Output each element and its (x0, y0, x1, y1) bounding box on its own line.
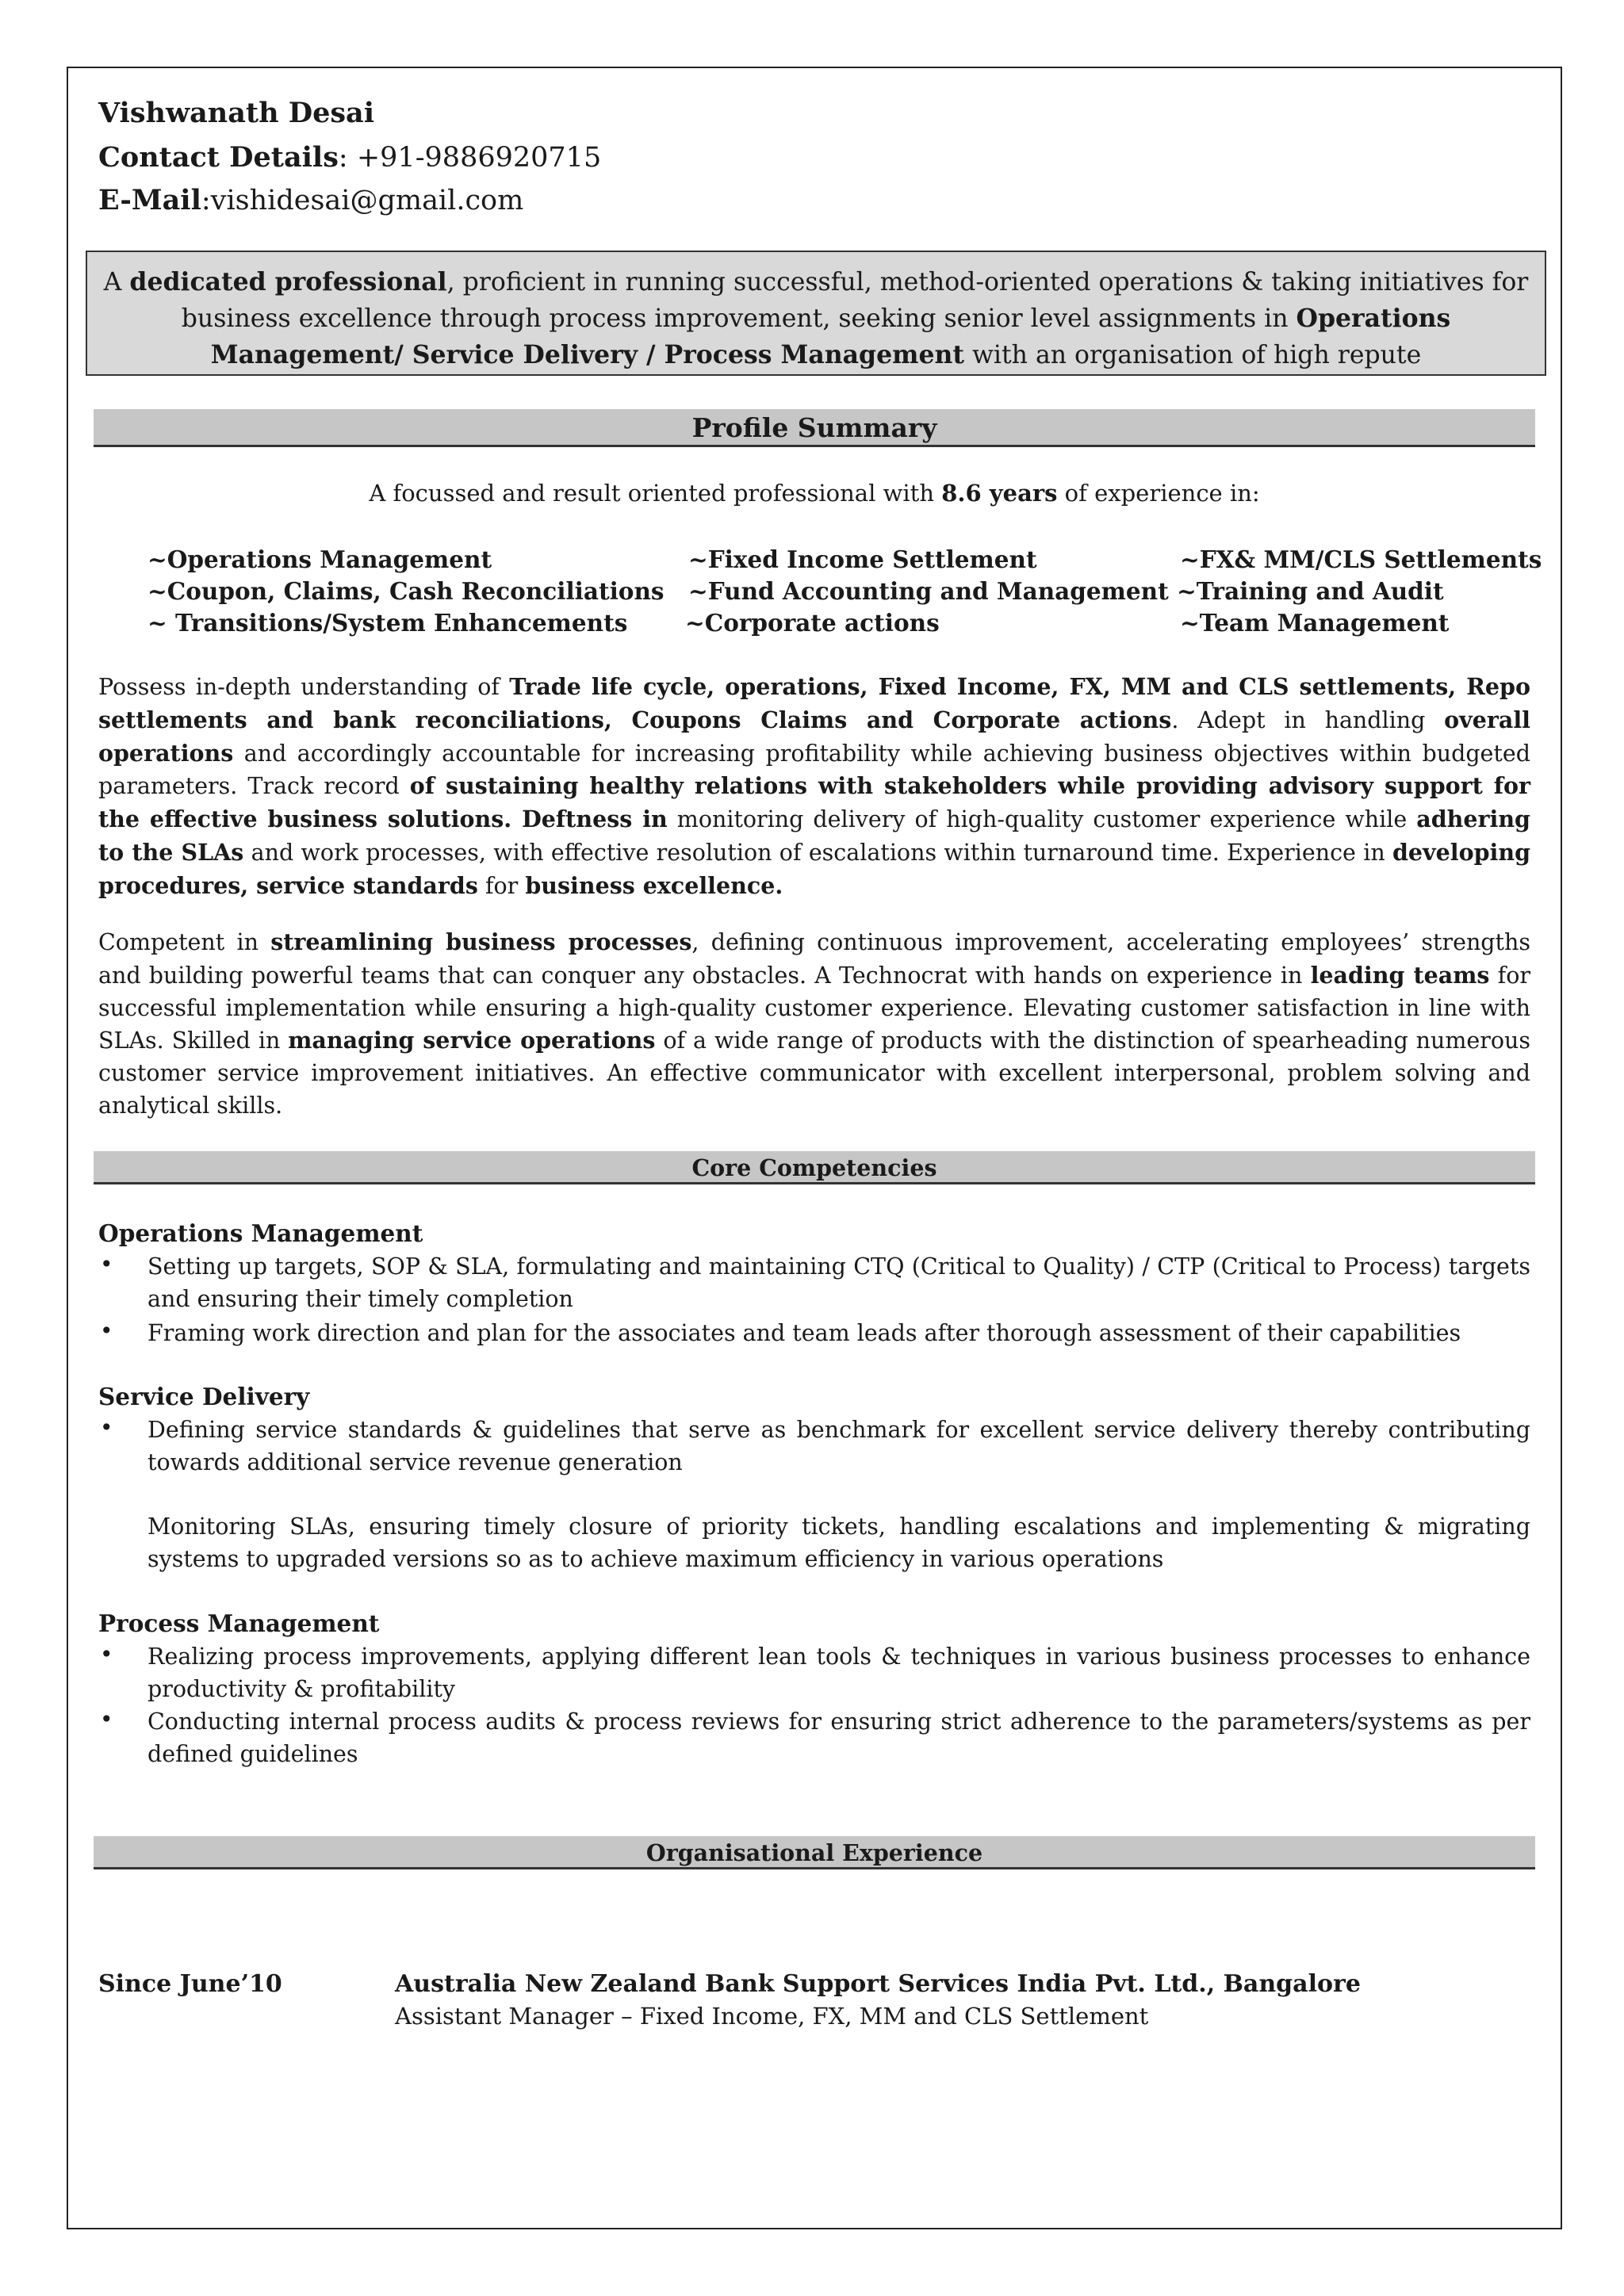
objective-text: with an organisation of high repute (963, 341, 1422, 369)
skill-item: ~Coupon, Claims, Cash Reconciliations (147, 577, 665, 605)
para-bold: adhering to the SLAs (98, 806, 1530, 866)
email-value: :vishidesai@gmail.com (201, 185, 524, 216)
para-text: , defining continuous improvement, accelerating employees’ strengths and building powerful teams that can conquer any obstacles. A Technocrat with hands on experience in (98, 929, 1530, 989)
bullet-icon: • (100, 1318, 113, 1344)
para-bold: streamlining business processes (270, 928, 692, 955)
intro-years: 8.6 years (941, 480, 1058, 507)
ops-management-title: Operations Management (98, 1219, 423, 1247)
ops-bullet-2: Framing work direction and plan for the associates and team leads after thorough assessment of their capabilities (147, 1320, 1461, 1346)
skill-item: ~Fixed Income Settlement (688, 545, 1037, 573)
bullet-icon: • (100, 1414, 113, 1441)
bullet-icon: • (100, 1706, 113, 1732)
bullet-icon: • (100, 1641, 113, 1667)
pm-bullet-2: Conducting internal process audits & process reviews for ensuring strict adherence to the parameters/systems as per defined guidelines (147, 1709, 1530, 1767)
objective-text: A (103, 268, 130, 297)
skill-item: ~Corporate actions (685, 609, 940, 637)
para-text: for successful implementation while ensuring a high-quality customer experience. Elevating customer satisfaction in line with SLAs. Skilled in (98, 962, 1530, 1054)
contact-phone: : +91-9886920715 (338, 142, 602, 174)
profile-intro (94, 480, 1535, 507)
intro-text: of experience in: (1057, 480, 1260, 507)
skill-item: ~Fund Accounting and Management (688, 577, 1169, 605)
skill-item: ~FX& MM/CLS Settlements (1180, 545, 1542, 573)
skill-item: ~Team Management (1180, 609, 1450, 637)
sd-item-2: Monitoring SLAs, ensuring timely closure of priority tickets, handling escalations and implementing & migrating systems to upgraded versions so as to achieve maximum efficiency in various operations (147, 1513, 1530, 1572)
email-label: E-Mail (98, 184, 201, 216)
organisational-experience-heading: Organisational Experience (94, 1836, 1535, 1869)
para-text: Competent in (98, 929, 271, 955)
experience-company: Australia New Zealand Bank Support Services India Pvt. Ltd., Bangalore (395, 1970, 1361, 1998)
para-text: and work processes, with effective resolution of escalations within turnaround time. Experience in (243, 839, 1392, 866)
core-competencies-heading: Core Competencies (94, 1151, 1535, 1184)
para-bold: developing procedures, service standards (98, 838, 1530, 899)
para-bold: of sustaining healthy relations with stakeholders while providing advisory support for the effective business solutions. Deftness in (98, 772, 1530, 833)
page-border (67, 67, 1562, 2229)
para-text: Possess in-depth understanding of (98, 674, 510, 700)
ops-bullet-1: Setting up targets, SOP & SLA, formulating and maintaining CTQ (Critical to Quality) / CTP (Critical to Process) targets and ensuring their timely completion (147, 1253, 1530, 1312)
process-management-title: Process Management (98, 1609, 380, 1637)
service-delivery-title: Service Delivery (98, 1383, 310, 1410)
objective-bold: dedicated professional (129, 267, 447, 297)
para-bold: leading teams (1310, 961, 1490, 989)
email-line (98, 184, 523, 216)
sd-bullet-1: Defining service standards & guidelines that serve as benchmark for excellent service delivery thereby contributing towards additional service revenue generation (147, 1417, 1530, 1475)
para-text: . Adept in handling (1171, 706, 1445, 733)
contact-label: Contact Details (98, 141, 339, 174)
profile-summary-heading: Profile Summary (94, 409, 1535, 447)
objective-text: , proficient in running successful, method-oriented operations & taking initiatives for business excellence through process improvement, seeking senior level assignments in (181, 268, 1529, 333)
profile-paragraph-1 (98, 671, 1530, 903)
skill-item: ~ Transitions/System Enhancements (147, 609, 628, 637)
para-bold: business excellence. (525, 871, 783, 899)
pm-bullet-1: Realizing process improvements, applying different lean tools & techniques in various business processes to enhance productivity & profitability (147, 1644, 1530, 1702)
profile-paragraph-2 (98, 926, 1530, 1123)
para-text: for (477, 872, 526, 899)
candidate-name: Vishwanath Desai (98, 97, 375, 129)
para-text: monitoring delivery of high-quality customer experience while (667, 806, 1417, 833)
para-bold: overall operations (98, 706, 1530, 767)
objective-bold: Operations Management/ Service Delivery / Process Management (210, 304, 1451, 369)
skill-item: ~Operations Management (147, 545, 492, 573)
para-text: and accordingly accountable for increasing profitability while achieving business objectives within budgeted parameters. Track record (98, 740, 1530, 800)
objective-box (86, 251, 1546, 376)
skill-item: ~Training and Audit (1177, 577, 1444, 605)
experience-since: Since June’10 (98, 1970, 282, 1998)
contact-details (98, 141, 601, 174)
experience-role: Assistant Manager – Fixed Income, FX, MM and CLS Settlement (395, 2003, 1149, 2030)
intro-text: A focussed and result oriented professional with (369, 480, 942, 507)
bullet-icon: • (100, 1251, 113, 1277)
para-text: of a wide range of products with the distinction of spearheading numerous customer service improvement initiatives. An effective communicator with excellent interpersonal, problem solving and analytical skills. (98, 1027, 1530, 1119)
para-bold: managing service operations (288, 1027, 656, 1054)
para-bold: Trade life cycle, operations, Fixed Income, FX, MM and CLS settlements, Repo settlements and bank reconciliations, Coupons Claims and Corporate actions (98, 673, 1530, 733)
